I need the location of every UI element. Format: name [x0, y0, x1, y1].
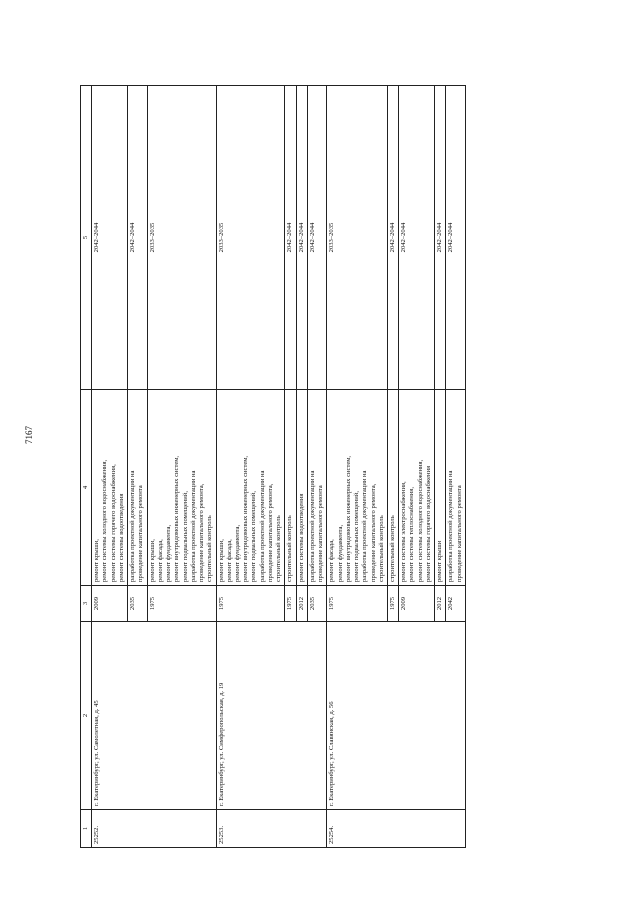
work-item: строительный контроль	[377, 515, 385, 582]
column-header: 3	[81, 586, 92, 622]
address-cell: г. Екатеринбург, ул. Симферопольская, д. 19	[216, 622, 327, 810]
work-item: ремонт системы электроснабжения,	[400, 481, 408, 582]
works-cell	[147, 390, 216, 586]
work-item: ремонт фасада,	[328, 539, 336, 582]
column-header: 1	[81, 810, 92, 848]
table-row	[92, 86, 128, 848]
year-cell: 1975	[387, 586, 398, 622]
works-cell	[446, 390, 465, 586]
work-item: ремонт фасада,	[225, 539, 233, 582]
column-header: 2	[81, 622, 92, 810]
works-cell	[92, 390, 128, 586]
works-cell	[307, 390, 326, 586]
column-header: 5	[81, 86, 92, 390]
entry-number: 25252.	[92, 810, 216, 848]
work-item: ремонт внутридомовых инженерных систем,	[173, 455, 181, 582]
work-item: разработка проектной документации на	[361, 470, 369, 582]
work-item: ремонт фундамента,	[165, 524, 173, 582]
works-cell	[216, 390, 285, 586]
work-item: разработка проектной документации на	[447, 470, 455, 582]
period-cell: 2042–2044	[128, 86, 147, 390]
works-cell	[296, 390, 307, 586]
work-item: проведение капитального ремонта,	[198, 483, 206, 582]
period-cell: 2033–2035	[147, 86, 216, 390]
work-item: строительный контроль	[275, 515, 283, 582]
period-cell: 2042–2044	[307, 86, 326, 390]
period-cell: 2042–2044	[399, 86, 435, 390]
work-item: ремонт подвальных помещений,	[353, 491, 361, 582]
entry-number: 25254.	[327, 810, 466, 848]
work-item: ремонт системы горячего водоснабжения	[424, 465, 432, 582]
work-item: ремонт фундамента,	[233, 524, 241, 582]
work-item: проведение капитального ремонта,	[369, 483, 377, 582]
period-cell: 2042–2044	[446, 86, 465, 390]
period-cell: 2033–2035	[216, 86, 285, 390]
year-cell: 2035	[128, 586, 147, 622]
address-cell: г. Екатеринбург, ул. Самолетная, д. 45	[92, 622, 216, 810]
period-cell: 2042–2044	[296, 86, 307, 390]
work-item: проведение капитального ремонта	[137, 485, 145, 582]
work-item: ремонт подвальных помещений,	[181, 491, 189, 582]
work-item: ремонт крыши	[436, 540, 444, 582]
column-number-row	[81, 86, 92, 848]
work-item: ремонт крыши,	[93, 539, 101, 582]
year-cell: 2009	[399, 586, 435, 622]
year-cell: 2012	[296, 586, 307, 622]
work-item: ремонт системы теплоснабжения,	[408, 487, 416, 582]
period-cell: 2042–2044	[92, 86, 128, 390]
works-cell	[285, 390, 296, 586]
work-item: ремонт системы горячего водоснабжения,	[109, 464, 117, 582]
works-cell	[327, 390, 388, 586]
work-item: ремонт системы водоотведения	[297, 493, 305, 582]
rotated-table-container	[80, 86, 610, 848]
table-row	[216, 86, 285, 848]
work-item: ремонт внутридомовых инженерных систем,	[242, 455, 250, 582]
work-item: разработка проектной документации на	[308, 470, 316, 582]
work-item: ремонт крыши,	[148, 539, 156, 582]
year-cell: 2012	[435, 586, 446, 622]
work-item: строительный контроль	[286, 515, 294, 582]
works-cell	[435, 390, 446, 586]
work-item: строительный контроль	[388, 515, 396, 582]
work-item: проведение капитального ремонта	[317, 485, 325, 582]
year-cell: 2042	[446, 586, 465, 622]
work-item: ремонт крыши,	[217, 539, 225, 582]
work-item: ремонт системы водоотведения	[117, 493, 125, 582]
column-header: 4	[81, 390, 92, 586]
year-cell: 2009	[92, 586, 128, 622]
work-item: ремонт внутридомовых инженерных систем,	[344, 455, 352, 582]
repair-schedule-table	[80, 85, 466, 848]
work-item: разработка проектной документации на	[258, 470, 266, 582]
work-item: ремонт фасада,	[156, 539, 164, 582]
period-cell: 2042–2044	[435, 86, 446, 390]
year-cell: 1975	[147, 586, 216, 622]
table-row	[327, 86, 388, 848]
year-cell: 1975	[216, 586, 285, 622]
page-number: 7167	[24, 426, 34, 444]
period-cell: 2042–2044	[387, 86, 398, 390]
year-cell: 2035	[307, 586, 326, 622]
table-body	[92, 86, 466, 848]
work-item: ремонт подвальных помещений,	[250, 491, 258, 582]
works-cell	[128, 390, 147, 586]
work-item: строительный контроль	[206, 515, 214, 582]
work-item: ремонт фундамента,	[336, 524, 344, 582]
year-cell: 1975	[285, 586, 296, 622]
work-item: проведение капитального ремонта,	[266, 483, 274, 582]
work-item: разработка проектной документации на	[129, 470, 137, 582]
work-item: ремонт системы холодного водоснабжения,	[101, 459, 109, 582]
period-cell: 2042–2044	[285, 86, 296, 390]
address-cell: г. Екатеринбург, ул. Славянская, д. 56	[327, 622, 466, 810]
entry-number: 25253.	[216, 810, 327, 848]
work-item: проведение капитального ремонта	[455, 485, 463, 582]
works-cell	[399, 390, 435, 586]
period-cell: 2033–2035	[327, 86, 388, 390]
work-item: ремонт системы холодного водоснабжения,	[416, 459, 424, 582]
works-cell	[387, 390, 398, 586]
work-item: разработка проектной документации на	[189, 470, 197, 582]
year-cell: 1975	[327, 586, 388, 622]
